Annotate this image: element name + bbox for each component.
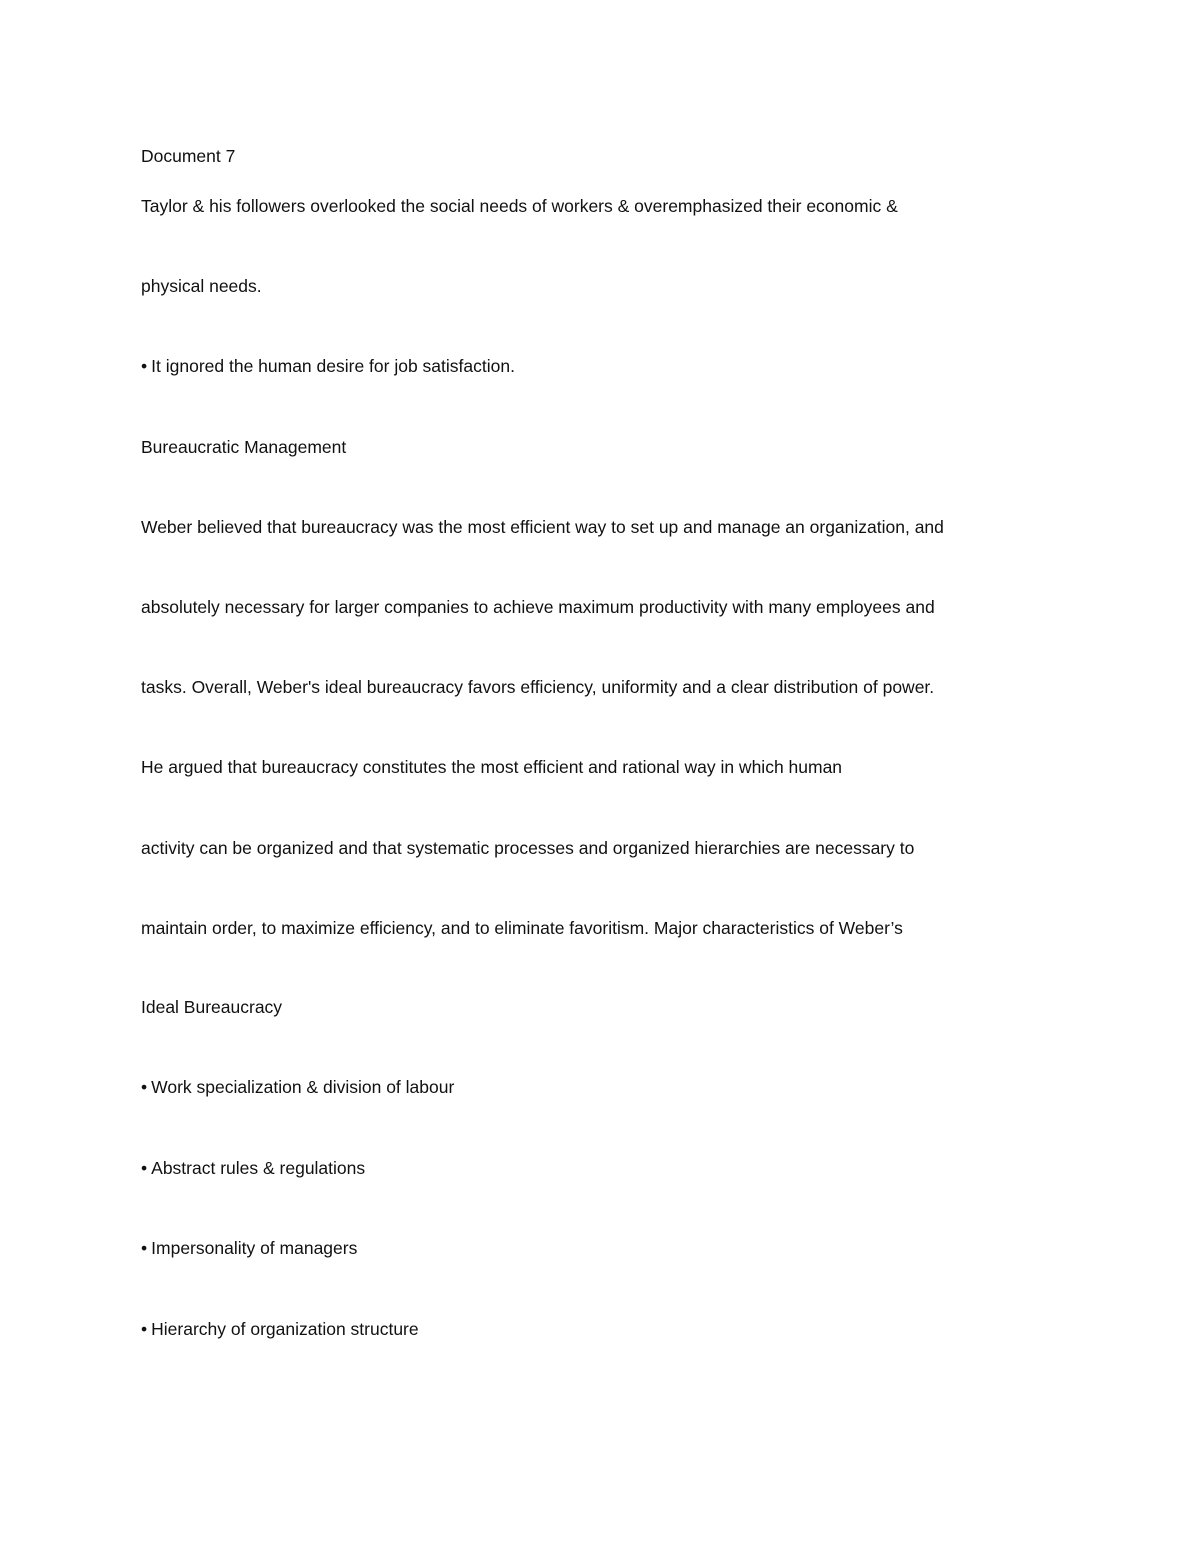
bullet-item <box>141 356 515 376</box>
text-line: absolutely necessary for larger companies to achieve maximum productivity with many employees and <box>141 597 935 617</box>
text-line: activity can be organized and that systematic processes and organized hierarchies are necessary to <box>141 838 915 858</box>
document-title: Document 7 <box>141 146 236 166</box>
section-heading: Bureaucratic Management <box>141 437 347 457</box>
text-line: physical needs. <box>141 276 262 296</box>
text-line: Taylor & his followers overlooked the social needs of workers & overemphasized their economic & <box>141 196 898 216</box>
bullet-icon: • <box>141 1158 148 1178</box>
bullet-item <box>141 1077 454 1097</box>
text-line: Weber believed that bureaucracy was the most efficient way to set up and manage an organization, and <box>141 517 944 537</box>
text-line: He argued that bureaucracy constitutes the most efficient and rational way in which human <box>141 757 843 777</box>
bullet-item <box>141 1158 365 1178</box>
bullet-icon: • <box>141 356 148 376</box>
text-line: Ideal Bureaucracy <box>141 997 283 1017</box>
bullet-item <box>141 1319 419 1339</box>
bullet-icon: • <box>141 1238 148 1258</box>
bullet-text: Hierarchy of organization structure <box>151 1319 419 1339</box>
bullet-icon: • <box>141 1077 148 1097</box>
text-line: maintain order, to maximize efficiency, and to eliminate favoritism. Major characteristics of Weber’s <box>141 918 903 938</box>
bullet-item <box>141 1238 357 1258</box>
bullet-text: Impersonality of managers <box>151 1238 358 1258</box>
bullet-text: Abstract rules & regulations <box>151 1158 366 1178</box>
text-line: tasks. Overall, Weber's ideal bureaucracy favors efficiency, uniformity and a clear distribution of power. <box>141 677 935 697</box>
bullet-text: It ignored the human desire for job satisfaction. <box>151 356 515 376</box>
bullet-text: Work specialization & division of labour <box>151 1077 455 1097</box>
bullet-icon: • <box>141 1319 148 1339</box>
